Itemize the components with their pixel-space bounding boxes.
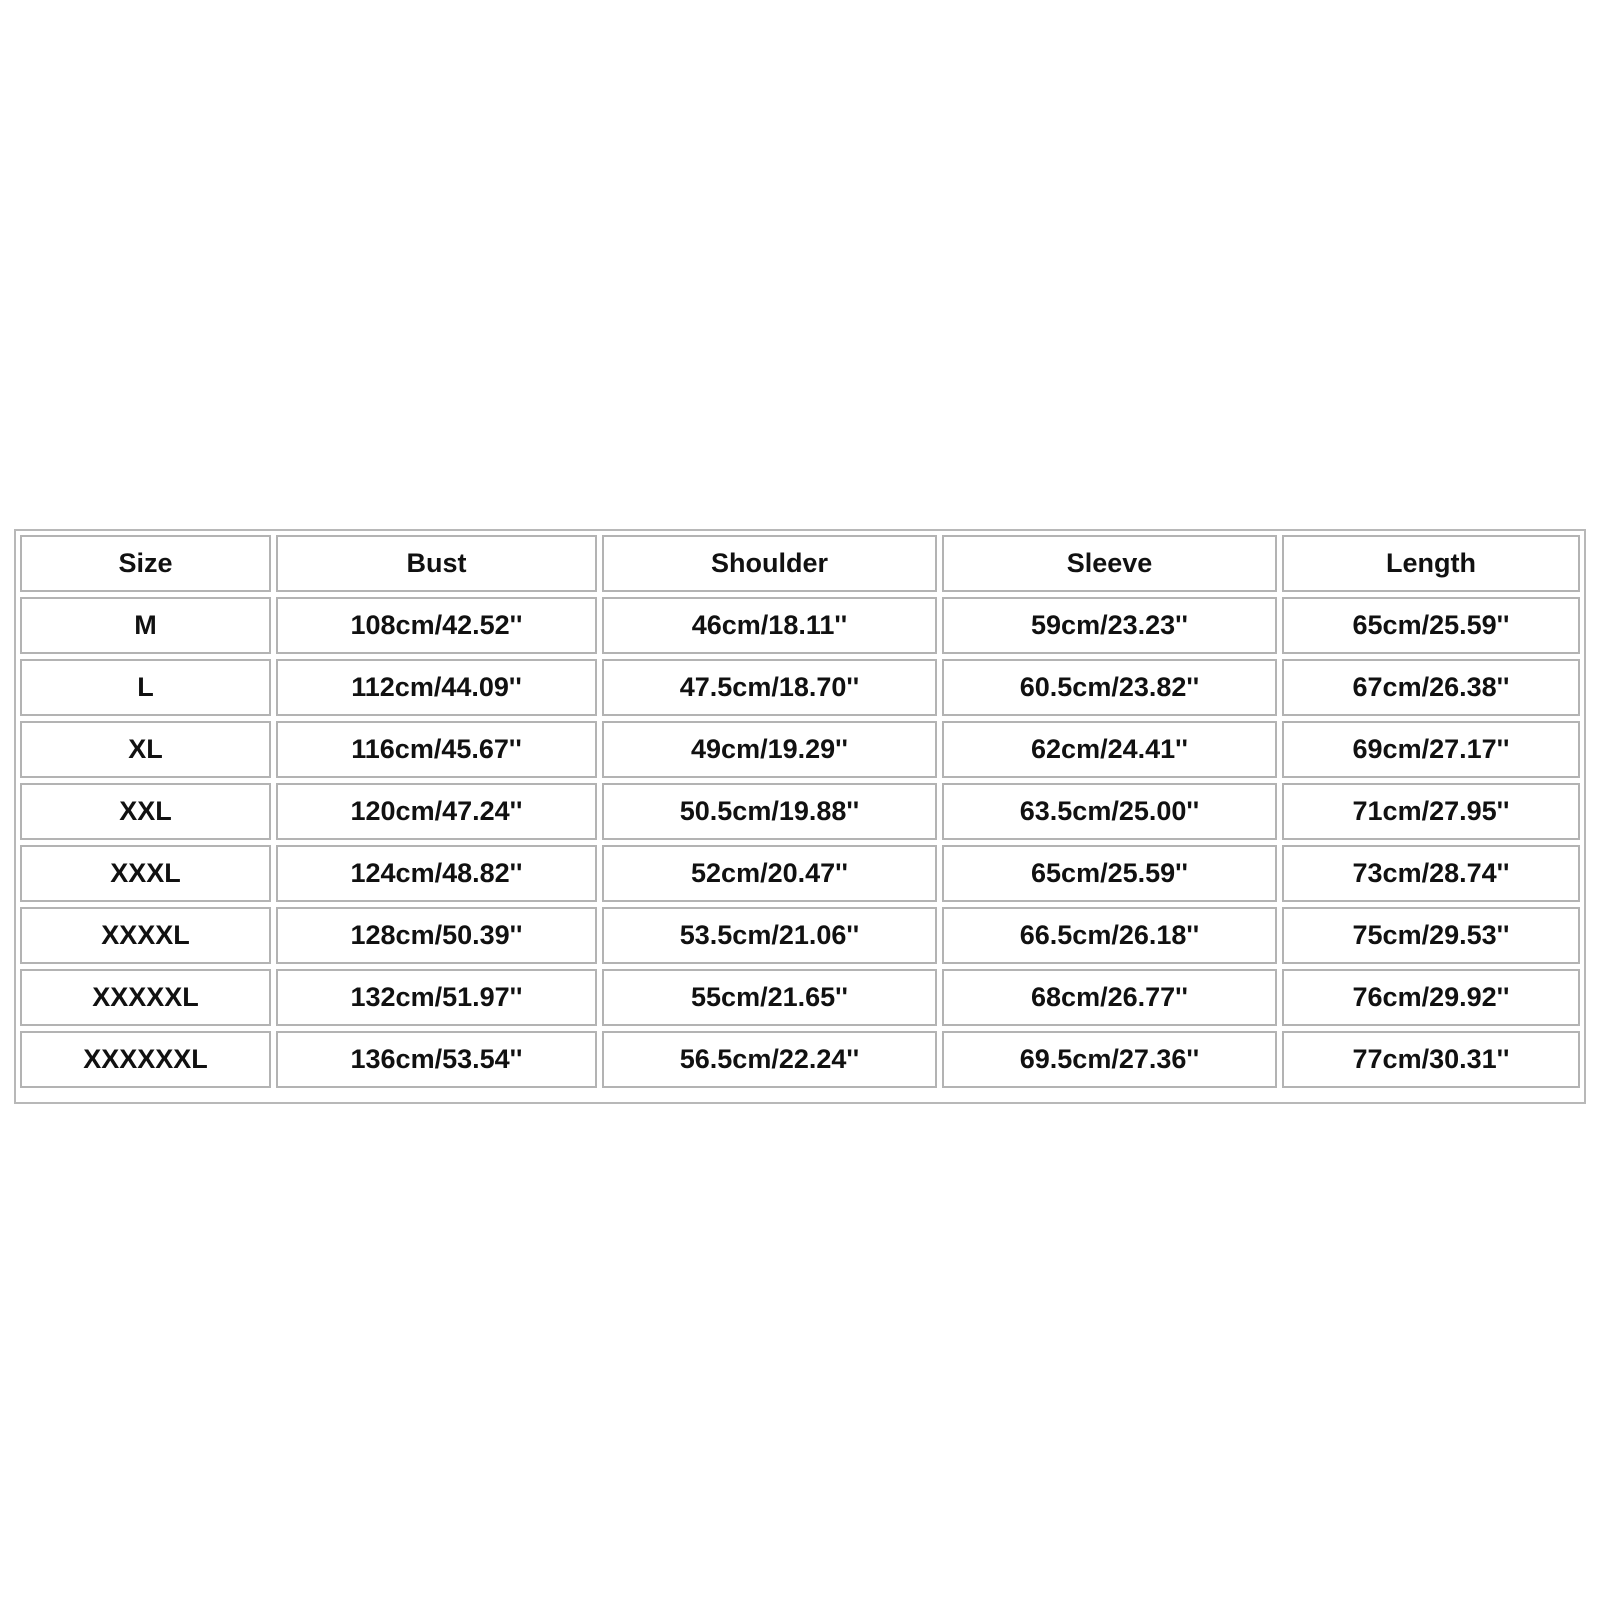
table-row	[20, 783, 1580, 840]
shoulder-cell: 56.5cm/22.24''	[602, 1031, 937, 1088]
table-row	[20, 845, 1580, 902]
column-header-size: Size	[20, 535, 271, 592]
shoulder-cell: 49cm/19.29''	[602, 721, 937, 778]
table-row	[20, 721, 1580, 778]
sleeve-cell: 63.5cm/25.00''	[942, 783, 1277, 840]
table-row	[20, 597, 1580, 654]
size-cell: XXXXL	[20, 907, 271, 964]
size-cell: XXL	[20, 783, 271, 840]
length-cell: 75cm/29.53''	[1282, 907, 1580, 964]
sleeve-cell: 69.5cm/27.36''	[942, 1031, 1277, 1088]
table-row	[20, 659, 1580, 716]
length-cell: 73cm/28.74''	[1282, 845, 1580, 902]
shoulder-cell: 50.5cm/19.88''	[602, 783, 937, 840]
table-row	[20, 969, 1580, 1026]
length-cell: 67cm/26.38''	[1282, 659, 1580, 716]
length-cell: 77cm/30.31''	[1282, 1031, 1580, 1088]
size-cell: XXXXXXL	[20, 1031, 271, 1088]
table-header-row	[20, 535, 1580, 592]
bust-cell: 132cm/51.97''	[276, 969, 597, 1026]
sleeve-cell: 60.5cm/23.82''	[942, 659, 1277, 716]
column-header-sleeve: Sleeve	[942, 535, 1277, 592]
bust-cell: 112cm/44.09''	[276, 659, 597, 716]
bust-cell: 128cm/50.39''	[276, 907, 597, 964]
length-cell: 71cm/27.95''	[1282, 783, 1580, 840]
table-row	[20, 907, 1580, 964]
shoulder-cell: 52cm/20.47''	[602, 845, 937, 902]
size-cell: XL	[20, 721, 271, 778]
size-cell: XXXL	[20, 845, 271, 902]
bust-cell: 108cm/42.52''	[276, 597, 597, 654]
length-cell: 69cm/27.17''	[1282, 721, 1580, 778]
sleeve-cell: 59cm/23.23''	[942, 597, 1277, 654]
size-cell: XXXXXL	[20, 969, 271, 1026]
column-header-shoulder: Shoulder	[602, 535, 937, 592]
column-header-length: Length	[1282, 535, 1580, 592]
size-chart-frame	[14, 529, 1586, 1104]
bust-cell: 116cm/45.67''	[276, 721, 597, 778]
sleeve-cell: 68cm/26.77''	[942, 969, 1277, 1026]
shoulder-cell: 53.5cm/21.06''	[602, 907, 937, 964]
size-cell: M	[20, 597, 271, 654]
bust-cell: 124cm/48.82''	[276, 845, 597, 902]
shoulder-cell: 46cm/18.11''	[602, 597, 937, 654]
table-row	[20, 1031, 1580, 1088]
size-chart-table	[15, 530, 1585, 1093]
size-cell: L	[20, 659, 271, 716]
column-header-bust: Bust	[276, 535, 597, 592]
sleeve-cell: 66.5cm/26.18''	[942, 907, 1277, 964]
length-cell: 65cm/25.59''	[1282, 597, 1580, 654]
bust-cell: 136cm/53.54''	[276, 1031, 597, 1088]
shoulder-cell: 55cm/21.65''	[602, 969, 937, 1026]
shoulder-cell: 47.5cm/18.70''	[602, 659, 937, 716]
length-cell: 76cm/29.92''	[1282, 969, 1580, 1026]
bust-cell: 120cm/47.24''	[276, 783, 597, 840]
sleeve-cell: 62cm/24.41''	[942, 721, 1277, 778]
sleeve-cell: 65cm/25.59''	[942, 845, 1277, 902]
